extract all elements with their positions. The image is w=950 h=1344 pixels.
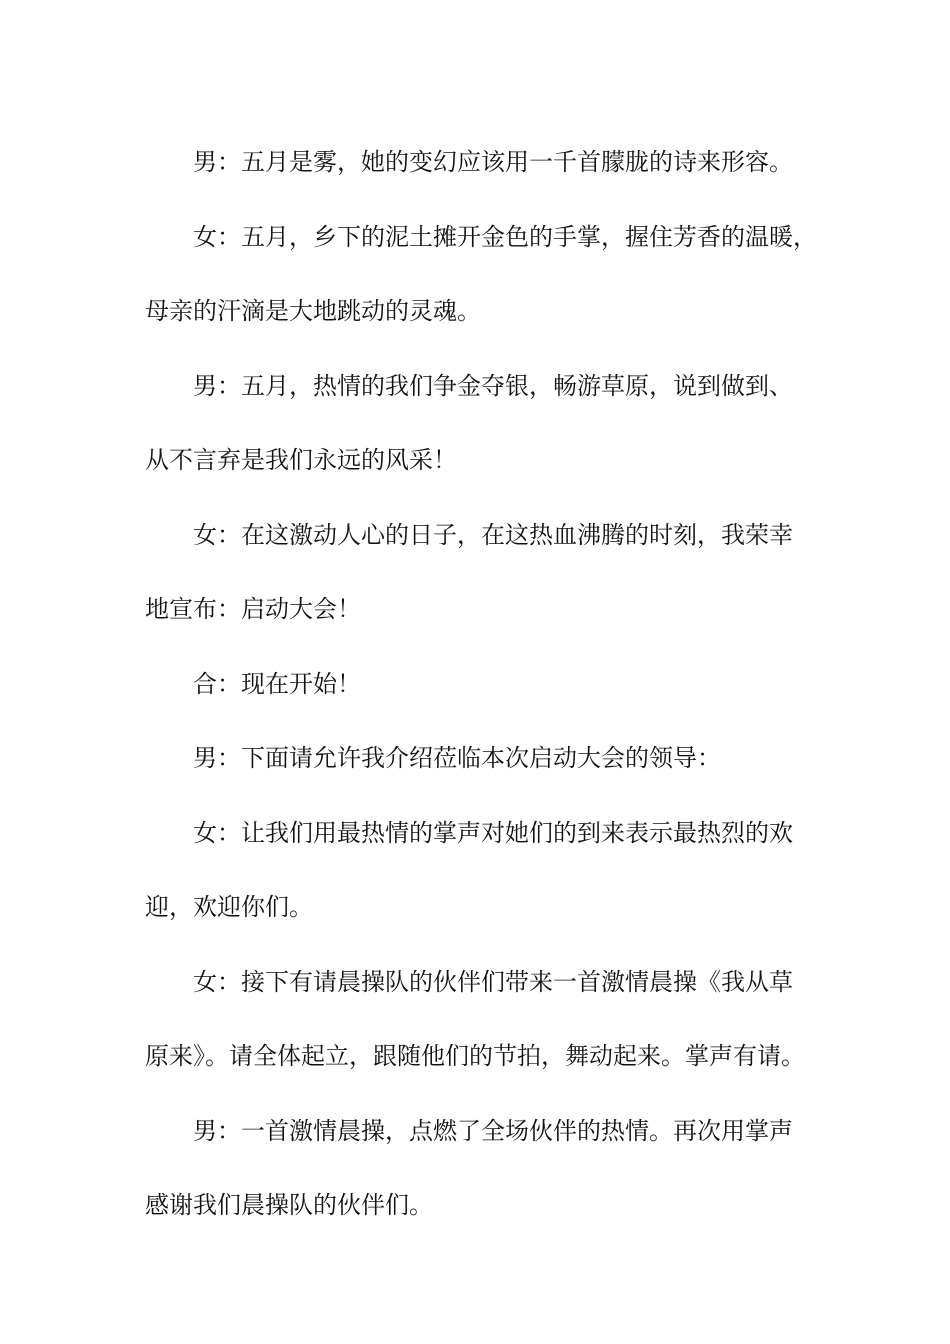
document-body [145, 125, 817, 1243]
text-line: 感谢我们晨操队的伙伴们。 [145, 1191, 433, 1219]
paragraph-host-female-3 [145, 796, 810, 945]
text-line: 男：一首激情晨操，点燃了全场伙伴的热情。再次用掌声 [193, 1116, 793, 1145]
text-line: 母亲的汗滴是大地跳动的灵魂。 [145, 297, 481, 325]
text-line: 合：现在开始！ [193, 669, 361, 698]
text-line: 女：接下有请晨操队的伙伴们带来一首激情晨操《我从草 [193, 967, 793, 996]
text-line: 女：让我们用最热情的掌声对她们的到来表示最热烈的欢 [193, 818, 793, 847]
text-line: 地宣布：启动大会！ [145, 595, 361, 623]
text-line: 迎，欢迎你们。 [145, 893, 313, 921]
text-line: 女：五月，乡下的泥土摊开金色的手掌，握住芳香的温暖， [193, 222, 817, 251]
text-line: 原来》。请全体起立，跟随他们的节拍，舞动起来。掌声有请。 [145, 1042, 805, 1070]
paragraph-host-male-2 [145, 349, 810, 498]
paragraph-host-female-4 [145, 945, 810, 1094]
text-line: 男：下面请允许我介绍莅临本次启动大会的领导： [193, 744, 721, 772]
paragraph-host-male-3 [145, 721, 810, 796]
text-line: 女：在这激动人心的日子，在这热血沸腾的时刻，我荣幸 [193, 520, 793, 549]
paragraph-host-female-1 [145, 200, 817, 349]
paragraph-host-male-1 [145, 125, 810, 200]
paragraph-together [145, 647, 810, 722]
text-line: 从不言弃是我们永远的风采！ [145, 446, 457, 474]
paragraph-host-female-2 [145, 498, 810, 647]
paragraph-host-male-4 [145, 1094, 810, 1243]
text-line: 男：五月是雾，她的变幻应该用一千首朦胧的诗来形容。 [193, 148, 793, 176]
text-line: 男：五月，热情的我们争金夺银，畅游草原，说到做到、 [193, 371, 793, 400]
